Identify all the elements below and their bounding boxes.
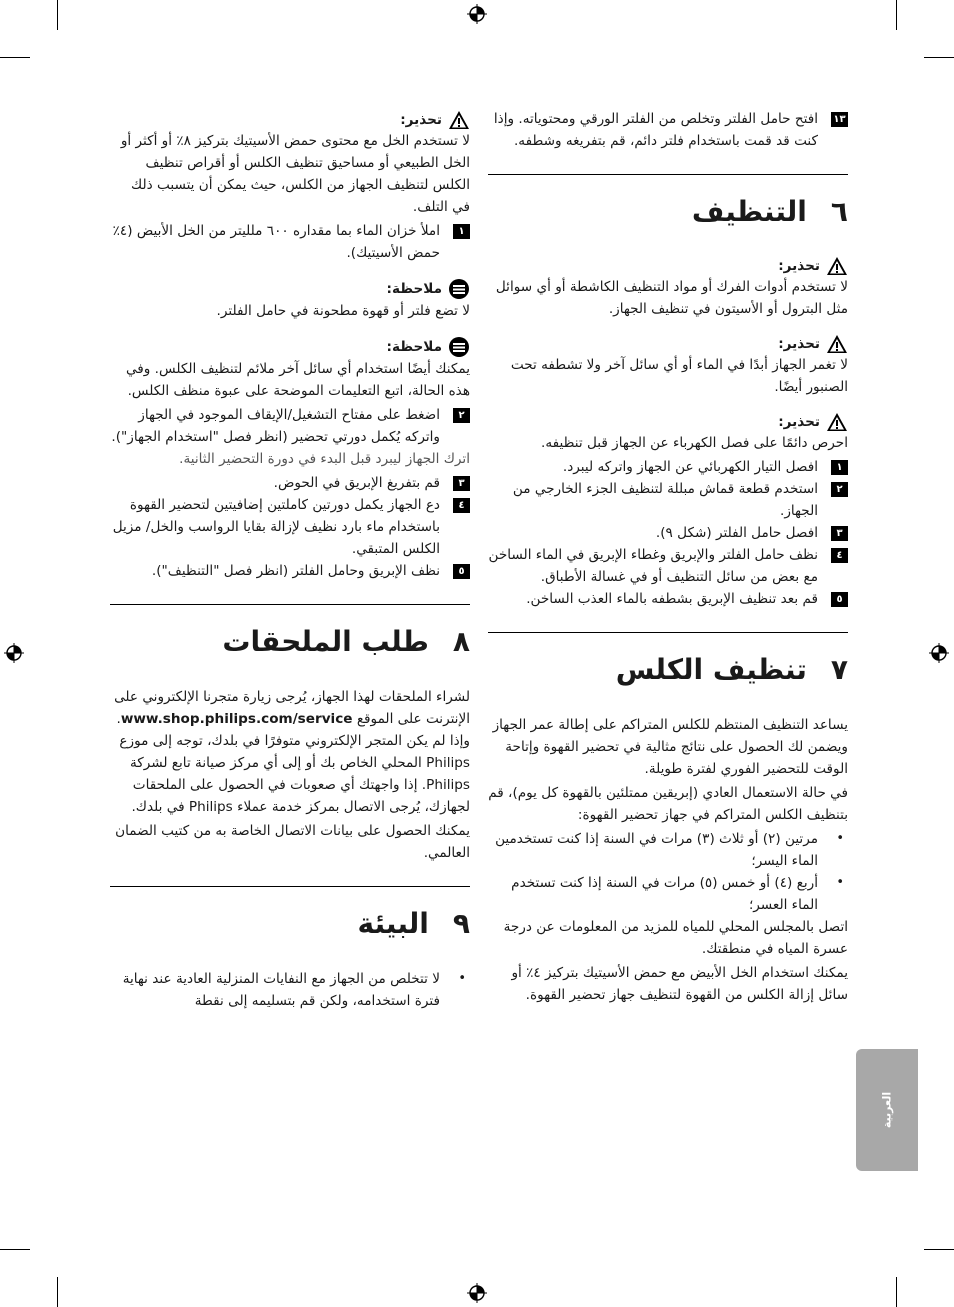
left-column xyxy=(110,108,470,1012)
step-number: ٢ xyxy=(453,408,470,423)
section-number: ٨ xyxy=(452,625,470,658)
section-title: التنظيف xyxy=(691,195,807,228)
cleaning-step xyxy=(488,456,848,478)
step-text: نظف حامل الفلتر والإبريق وغطاء الإبريق في الماء الساخن مع بعض من سائل التنظيف أو في غسالة الأطباق. xyxy=(488,547,818,585)
registration-mark-icon xyxy=(4,643,24,663)
note-label: ملاحظة: xyxy=(386,339,442,355)
crop-mark xyxy=(57,1277,58,1307)
section-divider xyxy=(110,886,470,887)
registration-mark-icon xyxy=(467,1283,487,1303)
step-sub-note: اترك الجهاز ليبرد قبل البدء في دورة التحضير الثانية. xyxy=(179,451,470,467)
section-heading-accessories xyxy=(110,625,470,658)
note-icon xyxy=(448,278,470,300)
note-icon xyxy=(448,336,470,358)
step-number: ١٣ xyxy=(831,112,848,127)
step-text: استخدم قطعة قماش مبللة لتنظيف الجزء الخارجي من الجهاز. xyxy=(512,481,818,519)
descale-usage: في حالة الاستعمال العادي (إبريقين ممتلئين بالقهوة كل يوم)، قم بتنظيف الكلس المتراكم في جهاز تحضير القهوة: xyxy=(488,785,848,823)
warning-triangle-icon xyxy=(826,256,848,276)
note-caption xyxy=(110,278,470,300)
shop-url-link[interactable]: www.shop.philips.com/service xyxy=(120,711,353,727)
note-caption xyxy=(110,336,470,358)
step-text: دع الجهاز يكمل دورتين كاملتين إضافيتين لتحضير القهوة باستخدام ماء بارد نظيف لإزالة بقايا الرواسب والخل/ مزيل الكلس المتبقي. xyxy=(112,497,440,557)
section-divider xyxy=(110,604,470,605)
cleaning-step xyxy=(488,544,848,588)
step-text: افصل حامل الفلتر (شكل ٩). xyxy=(655,525,818,541)
descale-step xyxy=(110,472,470,494)
step-number: ٢ xyxy=(831,482,848,497)
warning-text: احرص دائمًا على فصل الكهرباء عن الجهاز قبل تنظيفه. xyxy=(541,435,848,451)
language-tab xyxy=(856,1049,918,1171)
warning-label: تحذير: xyxy=(778,414,820,430)
cleaning-step xyxy=(488,588,848,610)
cleaning-step xyxy=(488,522,848,544)
crop-mark xyxy=(896,0,897,30)
bullet-icon: • xyxy=(458,971,466,986)
crop-mark xyxy=(0,1249,30,1250)
section-title: طلب الملحقات xyxy=(222,625,429,658)
bullet-icon: • xyxy=(836,831,844,846)
list-item xyxy=(110,968,470,1012)
step-text: قم بعد تنظيف الإبريق بشطفه بالماء العذب الساخن. xyxy=(526,591,818,607)
step-text: قم بتفريغ الإبريق في الحوض. xyxy=(273,475,440,491)
step-13 xyxy=(488,108,848,152)
warning-text: لا تستخدم أدوات الفرك أو مواد التنظيف الكاشطة أو أي سوائل مثل البترول أو الأسيتون في تنظيف الجهاز. xyxy=(495,279,848,317)
step-number: ٣ xyxy=(453,476,470,491)
accessories-text: . وإذا لم يكن المتجر الإلكتروني متوفرًا في بلدك، توجه إلى موزع Philips المحلي الخاص بك أو إلى أي مركز صيانة تابع لشركة Philips. إذا واجهتك أي صعوبات في الحصول على الملحقات لجهازك، يُرجى الاتصال بمركز خدمة عملاء Philips في بلدك. xyxy=(116,711,470,815)
step-number: ١ xyxy=(831,460,848,475)
warning-label: تحذير: xyxy=(400,112,442,128)
warning-triangle-icon xyxy=(826,334,848,354)
bullet-icon: • xyxy=(836,875,844,890)
warning-caption xyxy=(110,110,470,130)
crop-mark xyxy=(924,1249,954,1250)
descale-step xyxy=(110,560,470,582)
list-item-text: لا تتخلص من الجهاز مع النفايات المنزلية العادية عند نهاية فترة استخدامه، ولكن قم بتسليمه إلى نقطة xyxy=(122,971,440,1009)
step-text: نظف الإبريق وحامل الفلتر (انظر فصل "التنظيف"). xyxy=(151,563,440,579)
step-number: ٣ xyxy=(831,526,848,541)
list-item xyxy=(488,828,848,872)
descale-step xyxy=(110,494,470,560)
step-number: ٥ xyxy=(453,564,470,579)
warning-text: لا تستخدم الخل مع محتوى حمض الأسيتيك بتركيز ٨٪ أو أكثر أو الخل الطبيعي أو مساحيق تنظيف الكلس أو أقراص تنظيف الكلس لتنظيف الجهاز من الكلس، حيث يمكن أن يتسبب ذلك في التلف. xyxy=(120,133,470,215)
section-heading-descaling xyxy=(488,653,848,686)
warning-caption xyxy=(488,412,848,432)
registration-mark-icon xyxy=(467,4,487,24)
section-heading-environment xyxy=(110,907,470,940)
section-title: البيئة xyxy=(357,907,429,940)
warning-triangle-icon xyxy=(448,110,470,130)
descale-contact: اتصل بالمجلس المحلي للمياه للمزيد من المعلومات عن درجة عسرة المياه في منطقتك. xyxy=(503,919,848,957)
step-number: ٤ xyxy=(831,548,848,563)
step-text: املأ خزان الماء بما مقداره ٦٠٠ ملليتر من الخل الأبيض (٤٪ حمض الأسيتيك). xyxy=(112,223,440,261)
warning-triangle-icon xyxy=(826,412,848,432)
descale-vinegar: يمكنك استخدام الخل الأبيض مع حمض الأسيتيك بتركيز ٤٪ أو سائل إزالة الكلس من القهوة لتنظيف جهاز تحضير القهوة. xyxy=(511,965,848,1003)
warning-label: تحذير: xyxy=(778,336,820,352)
right-column xyxy=(488,108,848,1008)
list-item xyxy=(488,872,848,916)
descale-step xyxy=(110,404,470,448)
step-text: افصل التيار الكهربائي عن الجهاز واتركه ليبرد. xyxy=(562,459,818,475)
step-number: ٥ xyxy=(831,592,848,607)
step-text: اضغط على مفتاح التشغيل/الإيقاف الموجود في الجهاز واتركه يُكمل دورتي تحضير (انظر فصل "استخدام الجهاز"). xyxy=(111,407,440,445)
section-divider xyxy=(488,632,848,633)
warning-caption xyxy=(488,256,848,276)
language-tab-label: العربية xyxy=(880,1091,894,1129)
step-text: افتح حامل الفلتر وتخلص من الفلتر الورقي ومحتوياته. وإذا كنت قد قمت باستخدام فلتر دائم، قم بتفريغه وشطفه. xyxy=(493,111,818,149)
list-item-text: أربع (٤) أو خمس (٥) مرات في السنة إذا كنت تستخدم الماء العسر؛ xyxy=(511,875,818,913)
crop-mark xyxy=(0,57,30,58)
section-divider xyxy=(488,174,848,175)
section-number: ٧ xyxy=(830,653,848,686)
crop-mark xyxy=(57,0,58,30)
note-text: يمكنك أيضًا استخدام أي سائل آخر ملائم لتنظيف الكلس. وفي هذه الحالة، اتبع التعليمات الموضحة على عبوة منظف الكلس. xyxy=(125,361,470,399)
warning-text: لا تغمر الجهاز أبدًا في الماء أو أي سائل آخر ولا تشطفه تحت الصنبور أيضًا. xyxy=(510,357,848,395)
section-number: ٦ xyxy=(830,195,848,228)
descale-intro: يساعد التنظيف المنتظم للكلس المتراكم على إطالة عمر الجهاز ويضمن لك الحصول على نتائج مثالية في تحضير القهوة وإتاحة الوقت للتحضير الفوري لفترة طويلة. xyxy=(492,717,848,777)
section-heading-cleaning xyxy=(488,195,848,228)
cleaning-step xyxy=(488,478,848,522)
list-item-text: مرتين (٢) أو ثلاث (٣) مرات في السنة إذا كنت تستخدمين الماء اليسر؛ xyxy=(495,831,818,869)
step-number: ٤ xyxy=(453,498,470,513)
crop-mark xyxy=(924,57,954,58)
accessories-paragraph: يمكنك الحصول على بيانات الاتصال الخاصة به من كتيب الضمان العالمي. xyxy=(115,823,470,861)
section-title: تنظيف الكلس xyxy=(615,653,807,686)
accessories-paragraph xyxy=(110,686,470,818)
registration-mark-icon xyxy=(929,643,949,663)
warning-label: تحذير: xyxy=(778,258,820,274)
note-label: ملاحظة: xyxy=(386,281,442,297)
crop-mark xyxy=(896,1277,897,1307)
accessories-text: لشراء الملحقات لهذا الجهاز، يُرجى زيارة متجرنا الإلكتروني على الإنترنت على الموقع xyxy=(114,689,470,727)
step-number: ١ xyxy=(453,224,470,239)
section-number: ٩ xyxy=(452,907,470,940)
warning-caption xyxy=(488,334,848,354)
descale-step xyxy=(110,220,470,264)
note-text: لا تضع فلتر أو قهوة مطحونة في حامل الفلتر. xyxy=(216,303,470,319)
